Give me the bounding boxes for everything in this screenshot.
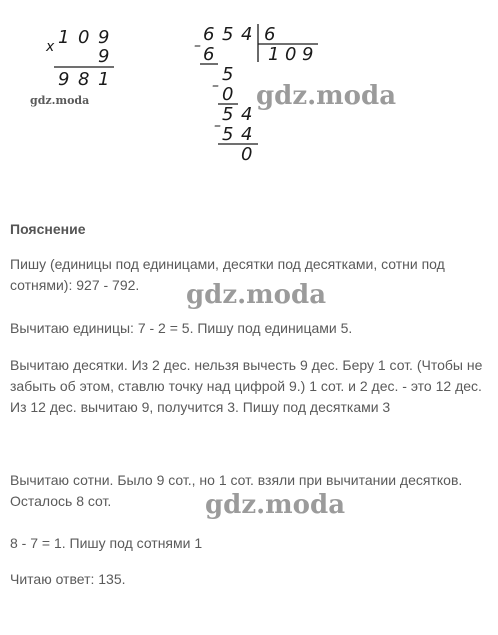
watermark-small: gdz.moda: [30, 94, 90, 107]
product-digit: 8: [78, 69, 90, 90]
multiplicand-digit: 1: [58, 27, 70, 48]
explanation-paragraph: Читаю ответ: 135.: [10, 571, 126, 587]
division-step: 6: [203, 44, 215, 65]
divisor: 6: [264, 24, 276, 45]
multiplier-digit: 9: [98, 46, 110, 67]
watermark-large: gdz.moda: [256, 81, 397, 111]
explanation-paragraph: 8 - 7 = 1. Пишу под сотнями 1: [10, 535, 203, 551]
dividend-digit: 5: [222, 24, 234, 45]
handwritten-calculations: [0, 0, 498, 175]
product-digit: 9: [58, 69, 70, 90]
division-step: 5: [222, 124, 234, 145]
division-step: 4: [241, 104, 253, 125]
division-step: 0: [241, 144, 253, 165]
multiplicand-digit: 9: [98, 27, 110, 48]
division-step: 5: [222, 64, 234, 85]
quotient-digit: 0: [285, 44, 297, 65]
product-digit: 1: [98, 69, 110, 90]
quotient-digit: 1: [268, 44, 280, 65]
division-step: 5: [222, 104, 234, 125]
minus-sign: –: [194, 38, 201, 54]
quotient-digit: 9: [302, 44, 314, 65]
dividend-digit: 4: [241, 24, 253, 45]
explanation-paragraph: Пишу (единицы под единицами, десятки под десятками, сотни под сотнями): 927 - 792.: [10, 256, 445, 293]
multiplication-sign: x: [46, 39, 55, 55]
explanation-paragraph: Вычитаю десятки. Из 2 дес. нельзя вычесть 9 дес. Беру 1 сот. (Чтобы не забыть об этом, ставлю точку над цифрой 9.) 1 сот. и 2 дес. - это 12 дес. Из 12 дес. вычитаю 9, получится 3. Пишу под десятками 3: [10, 357, 483, 415]
explanation-title: Пояснение: [10, 221, 86, 237]
watermark-large: gdz.moda: [186, 280, 327, 310]
explanation-paragraph: Вычитаю сотни. Было 9 сот., но 1 сот. взяли при вычитании десятков. Осталось 8 сот.: [10, 472, 463, 509]
watermark-large: gdz.moda: [205, 490, 346, 520]
dividend-digit: 6: [203, 24, 215, 45]
division-step: 0: [222, 84, 234, 105]
explanation-paragraph: Вычитаю единицы: 7 - 2 = 5. Пишу под единицами 5.: [10, 320, 353, 336]
multiplicand-digit: 0: [78, 27, 90, 48]
minus-sign: –: [214, 118, 221, 134]
division-step: 4: [241, 124, 253, 145]
minus-sign: –: [212, 78, 219, 94]
